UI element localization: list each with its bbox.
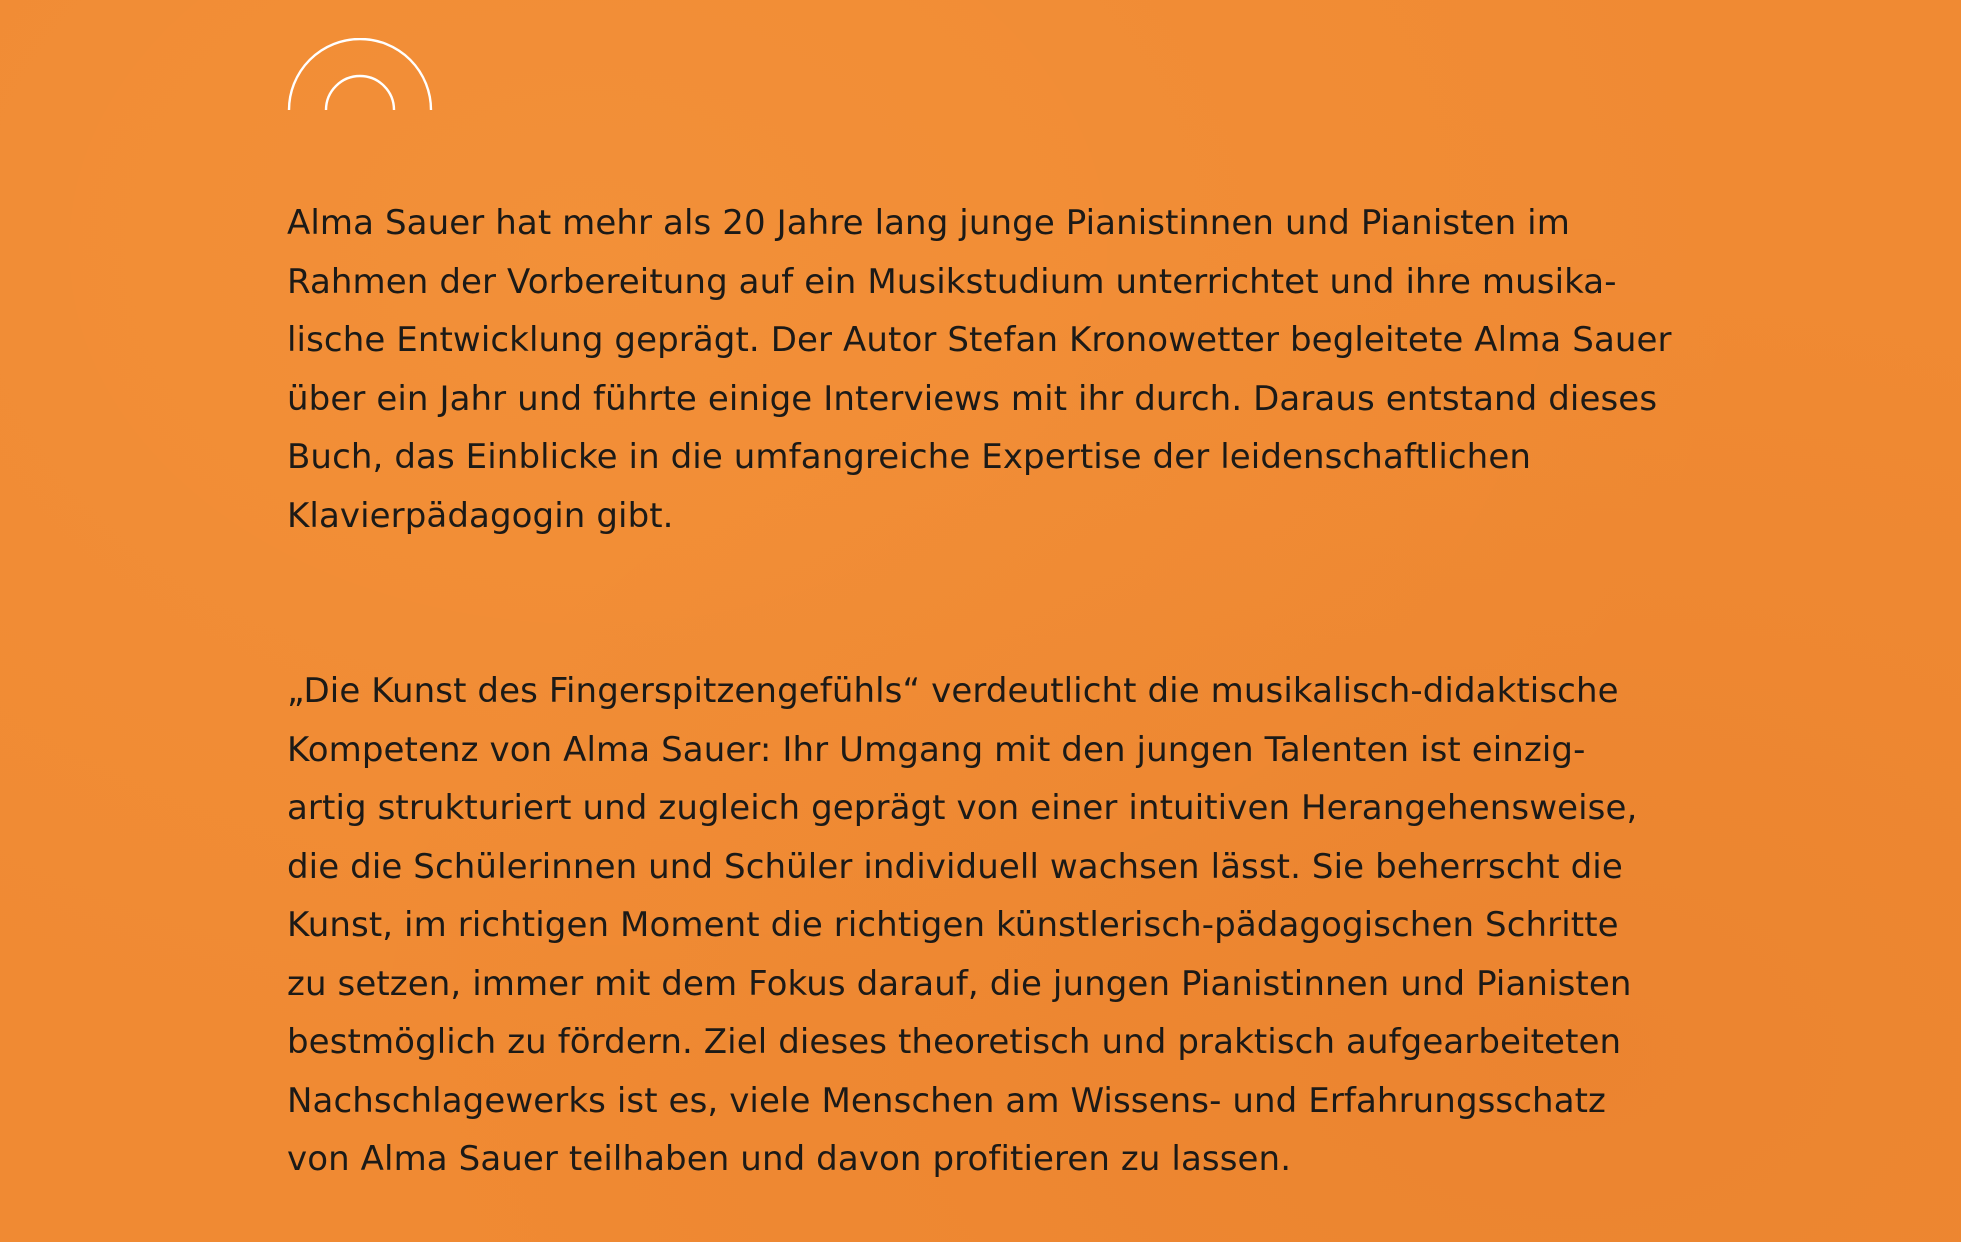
text-line: „Die Kunst des Fingerspitzengefühls“ verdeutlicht die musikalisch-didaktische xyxy=(287,671,1619,711)
text-line: Buch, das Einblicke in die umfangreiche Expertise der leidenschaftlichen xyxy=(287,437,1531,477)
text-line: Klavierpädagogin gibt. xyxy=(287,495,674,536)
text-line: artig strukturiert und zugleich geprägt von einer intuitiven Herangehensweise, xyxy=(287,788,1638,828)
text-line: Rahmen der Vorbereitung auf ein Musikstudium unterrichtet und ihre musika- xyxy=(287,261,1617,302)
text-line: zu setzen, immer mit dem Fokus darauf, die jungen Pianistinnen und Pianisten xyxy=(287,963,1632,1004)
text-line: Kunst, im richtigen Moment die richtigen künstlerisch-pädagogischen Schritte xyxy=(287,905,1619,945)
text-line: lische Entwicklung geprägt. Der Autor Stefan Kronowetter begleitete Alma Sauer xyxy=(287,320,1672,360)
blurb-text xyxy=(287,194,1747,1189)
paragraph-2 xyxy=(287,662,1747,1189)
text-line: über ein Jahr und führte einige Interviews mit ihr durch. Daraus entstand dieses xyxy=(287,378,1658,419)
text-line: von Alma Sauer teilhaben und davon profitieren zu lassen. xyxy=(287,1139,1292,1179)
text-line: bestmöglich zu fördern. Ziel dieses theoretisch und praktisch aufgearbeiteten xyxy=(287,1022,1622,1062)
text-line: Nachschlagewerks ist es, viele Menschen am Wissens- und Erfahrungsschatz xyxy=(287,1080,1607,1121)
double-arc-icon xyxy=(286,38,434,114)
paragraph-1 xyxy=(287,194,1747,545)
text-line: Alma Sauer hat mehr als 20 Jahre lang junge Pianistinnen und Pianisten im xyxy=(287,203,1570,243)
text-line: die die Schülerinnen und Schüler individuell wachsen lässt. Sie beherrscht die xyxy=(287,846,1623,887)
text-line: Kompetenz von Alma Sauer: Ihr Umgang mit den jungen Talenten ist einzig- xyxy=(287,729,1586,770)
paragraph-spacer xyxy=(287,545,1747,662)
